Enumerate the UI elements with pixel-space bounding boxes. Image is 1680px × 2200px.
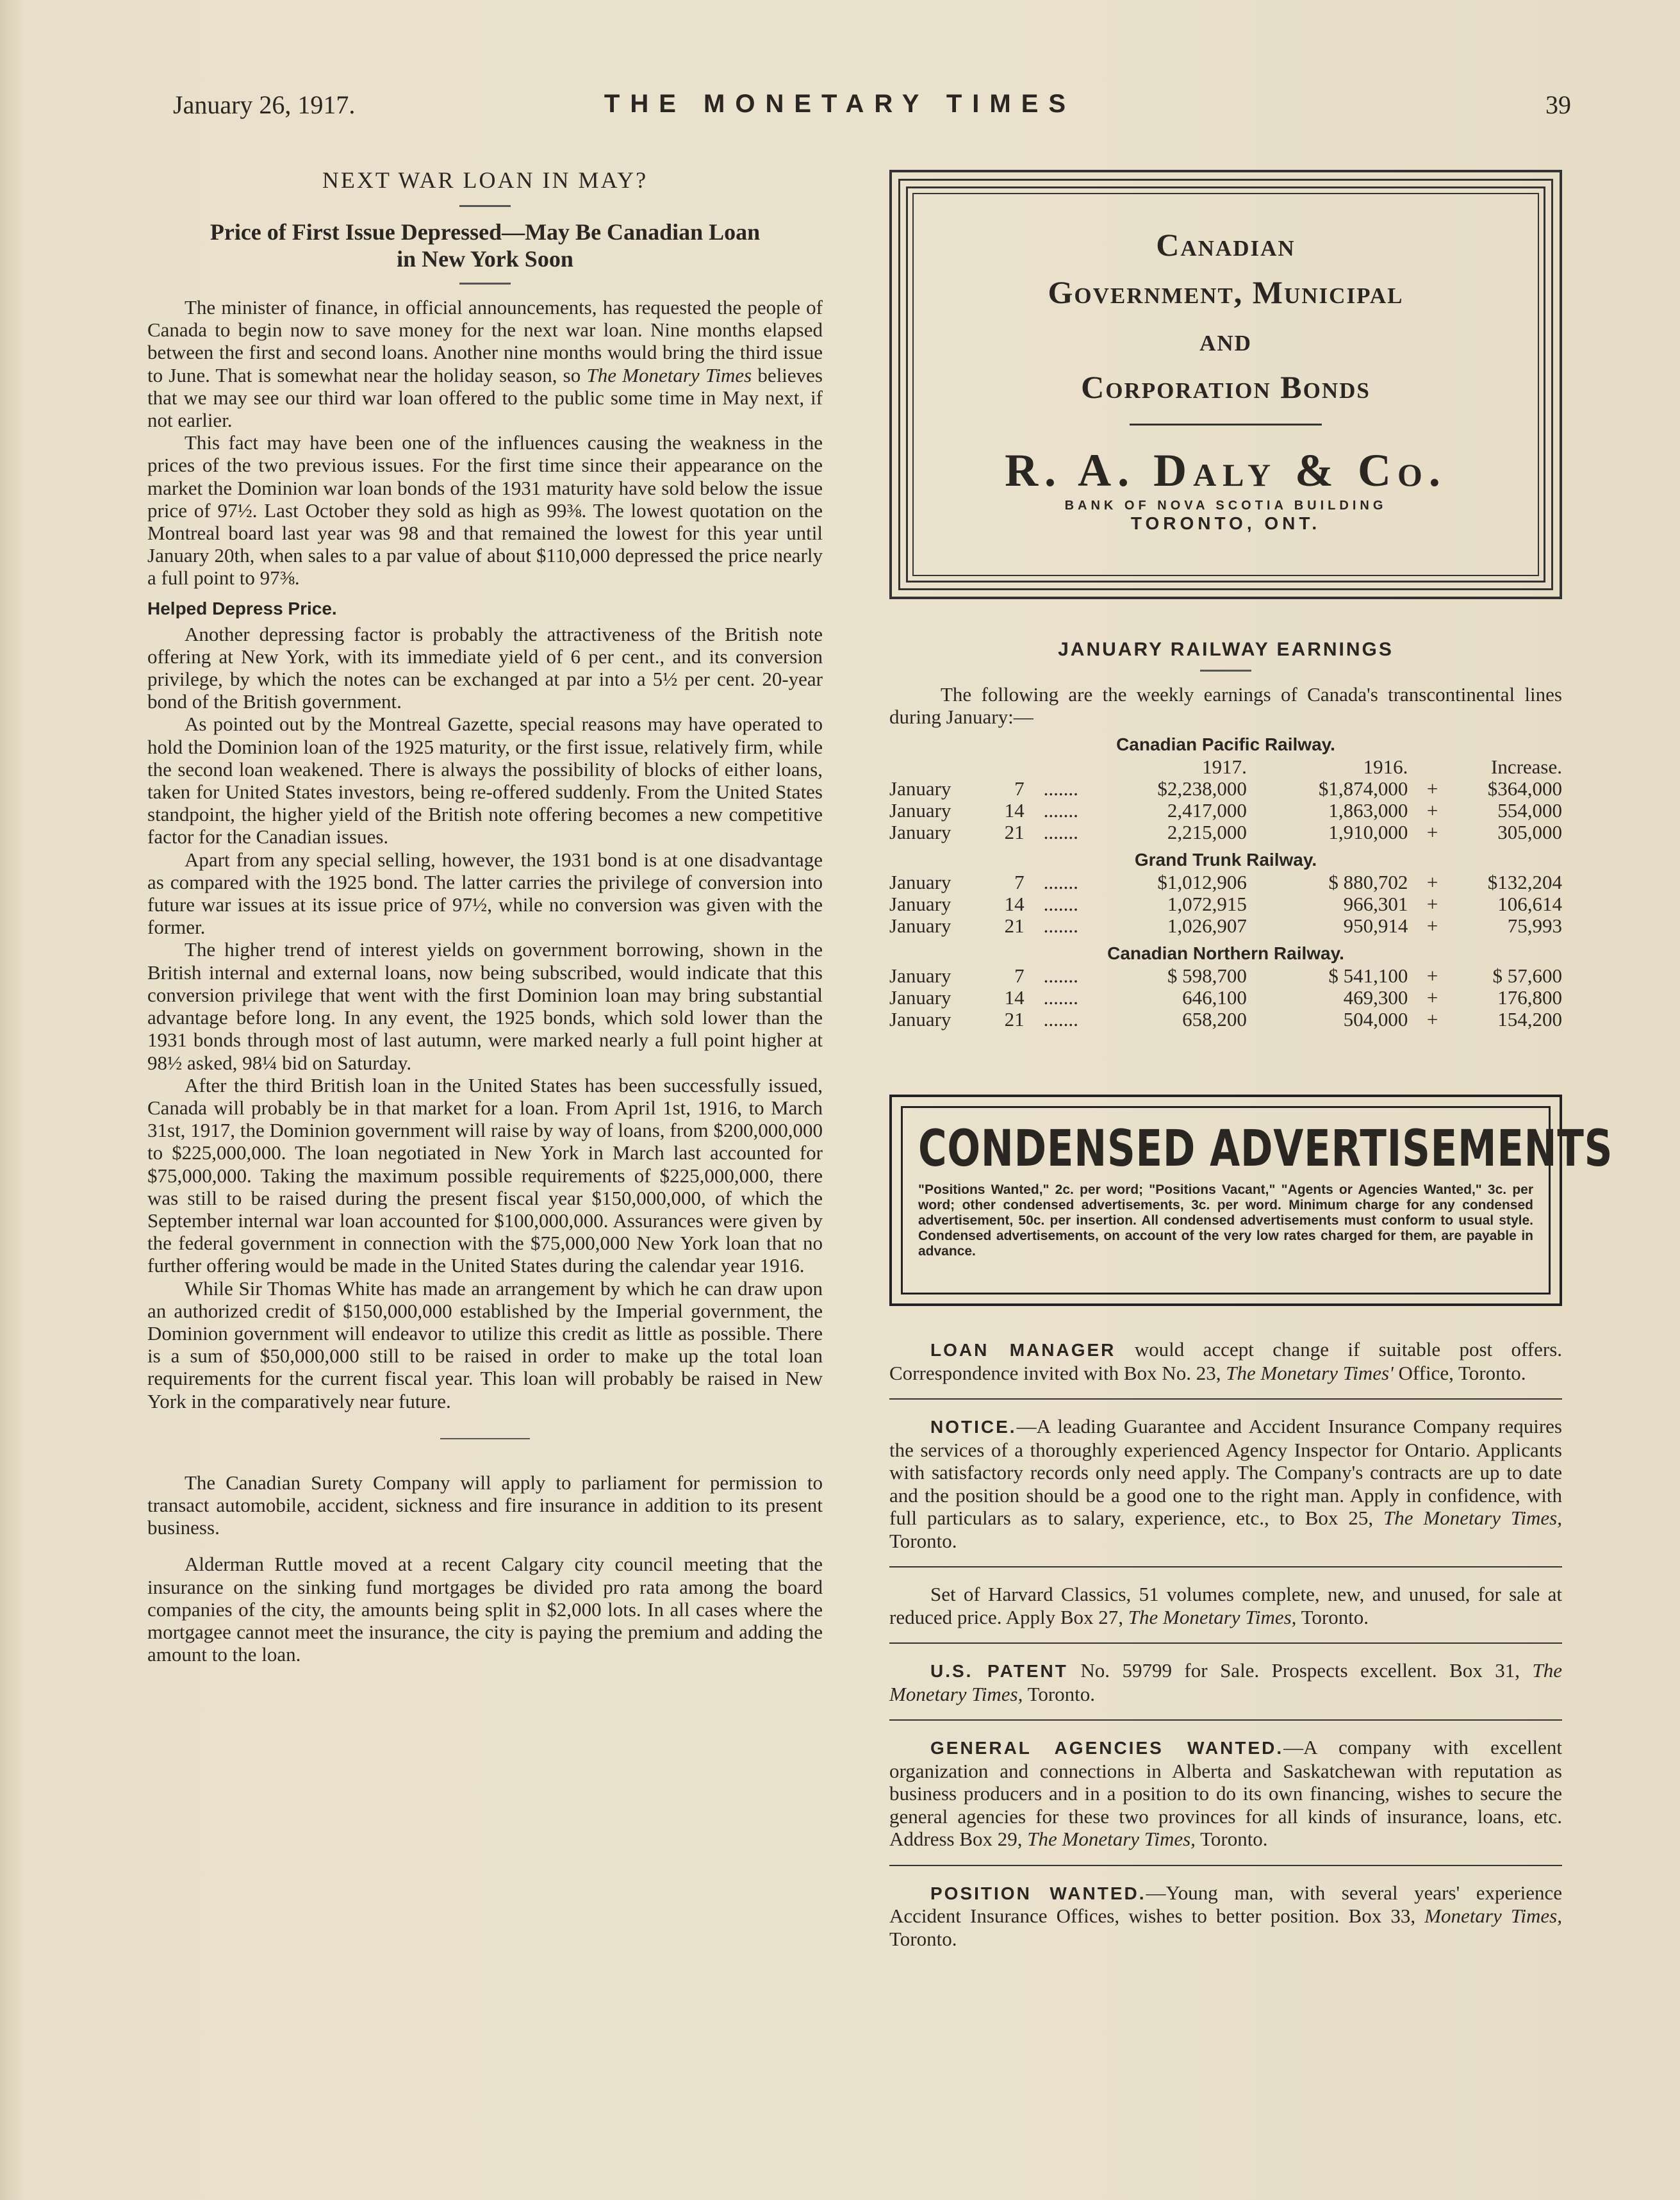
earnings-1916-cell: $1,874,000 <box>1318 777 1408 800</box>
article-paragraph: This fact may have been one of the influences causing the weakness in the prices of the two previous issues. For the first time since their appearance on the market the Dominion war loan bonds of the 1931 maturity have sold below the issue price of 97½. Last October they sold as high as 99⅜. The lowest quotation on the Montreal board last year was 98 and that remained the lowest for this year until January 20th, when sales to a par value of about $110,000 depressed the price nearly a full point to 97⅜. <box>147 431 823 590</box>
earnings-1916-cell: 1,910,000 <box>1328 821 1408 843</box>
table-row <box>889 872 1562 893</box>
classified-ads <box>889 1338 1562 1950</box>
leader-dots: ....... <box>1043 777 1078 800</box>
earnings-1916-cell: 469,300 <box>1343 986 1408 1009</box>
earnings-1917-cell: $1,012,906 <box>1157 871 1247 893</box>
column-header: 1916. <box>1363 756 1408 778</box>
earnings-1917-cell: 658,200 <box>1182 1008 1247 1030</box>
table-row <box>889 915 1562 937</box>
column-header: 1917. <box>1202 756 1247 778</box>
railway-earnings-table <box>889 965 1562 1030</box>
day-cell: 14 <box>1004 799 1025 822</box>
sign-cell: + <box>1426 964 1438 987</box>
condensed-advertisements-box <box>889 1095 1613 1306</box>
railway-earnings-table <box>889 756 1562 843</box>
table-row <box>889 822 1562 843</box>
divider <box>1130 424 1322 426</box>
classified-ad: Set of Harvard Classics, 51 volumes complete, new, and unused, for sale at reduced price. Apply Box 27, The Monetary Times, Toronto. <box>889 1583 1562 1628</box>
day-cell: 21 <box>1004 914 1025 937</box>
divider <box>889 1865 1562 1866</box>
increase-cell: $132,204 <box>1487 871 1562 893</box>
section-heading: Helped Depress Price. <box>147 598 337 618</box>
divider <box>459 205 511 207</box>
railway-company-heading: Canadian Pacific Railway. <box>1116 734 1335 754</box>
earnings-1917-cell: 646,100 <box>1182 986 1247 1009</box>
daly-bond-advertisement <box>889 170 1562 599</box>
classified-ad: LOAN MANAGER would accept change if suitable post offers. Correspondence invited with Box No. 23, The Monetary Times' Office, Toronto. <box>889 1338 1563 1384</box>
sign-cell: + <box>1426 914 1438 937</box>
railway-earnings-table <box>889 872 1562 937</box>
table-row <box>889 893 1562 915</box>
leader-dots: ....... <box>1043 893 1078 915</box>
divider <box>459 283 511 285</box>
right-column <box>889 170 1613 1950</box>
article-paragraph: Another depressing factor is probably the attractiveness of the British note offering at New York, with its immediate yield of 6 per cent., and its conversion privilege, by which the notes can be exchanged at par into a 5½ per cent. 20-year bond of the British government. <box>147 622 823 713</box>
article-paragraph: The higher trend of interest yields on government borrowing, shown in the British internal and external loans, now being subscribed, would indicate that this conversion privilege that went with the first Dominion loan may bring substantial advantage before long. In any event, the 1925 bonds, which sold lower than the 1931 bonds through most of last autumn, were marked nearly a full point higher at 98½ asked, 98¼ bid on Saturday. <box>147 938 823 1074</box>
firm-address: BANK OF NOVA SCOTIA BUILDING <box>1064 499 1387 513</box>
leader-dots: ....... <box>1043 799 1078 822</box>
ad-line: Canadian <box>1156 227 1296 263</box>
increase-cell: 154,200 <box>1497 1008 1562 1030</box>
ad-line: and <box>1199 322 1252 358</box>
article-paragraph: Apart from any special selling, however, the 1931 bond is at one disadvantage as compared with the 1925 bond. The latter carries the privilege of conversion into future war issues at its issue price of 97½, while no conversion was given with the former. <box>147 848 823 939</box>
ad-line: Corporation Bonds <box>1081 369 1371 405</box>
increase-cell: 75,993 <box>1507 914 1562 937</box>
classified-ad: POSITION WANTED.—Young man, with several years' experience Accident Insurance Offices, wishes to better position. Box 33, Monetary Times, Toronto. <box>889 1881 1562 1950</box>
railway-intro: The following are the weekly earnings of Canada's transcontinental lines during January:— <box>889 683 1562 728</box>
issue-date: January 26, 1917. <box>173 90 356 119</box>
divider <box>889 1642 1562 1644</box>
leader-dots: ....... <box>1043 871 1078 893</box>
earnings-1916-cell: $ 541,100 <box>1328 964 1408 987</box>
earnings-1916-cell: 504,000 <box>1343 1008 1408 1030</box>
earnings-1917-cell: $2,238,000 <box>1157 777 1247 800</box>
month-cell: January <box>889 893 951 915</box>
increase-cell: $364,000 <box>1487 777 1562 800</box>
divider <box>889 1566 1562 1567</box>
divider <box>889 1398 1562 1400</box>
leader-dots: ....... <box>1043 821 1078 843</box>
table-row <box>889 800 1562 822</box>
sign-cell: + <box>1426 893 1438 915</box>
railway-company-heading: Canadian Northern Railway. <box>1107 943 1344 963</box>
increase-cell: 305,000 <box>1497 821 1562 843</box>
sign-cell: + <box>1426 986 1438 1009</box>
column-header: Increase. <box>1491 756 1562 778</box>
condensed-title: CONDENSED ADVERTISEMENTS <box>918 1120 1613 1178</box>
earnings-1917-cell: 2,215,000 <box>1167 821 1247 843</box>
subtitle-line: Price of First Issue Depressed—May Be Canadian Loan <box>210 219 761 245</box>
day-cell: 21 <box>1004 821 1025 843</box>
leader-dots: ....... <box>1043 986 1078 1009</box>
brief-paragraph: Alderman Ruttle moved at a recent Calgary city council meeting that the insurance on the sinking fund mortgages be divided pro rata among the board companies of the city, the amounts being split in $2,000 lots. In all cases where the mortgagee cannot meet the insurance, the city is paying the premium and adding the amount to the loan. <box>147 1553 823 1666</box>
classified-ad: GENERAL AGENCIES WANTED.—A company with excellent organization and connections in Alberta and Saskatchewan with reputation as business producers and in a position to do its own financing, wishes to secure the general agencies for these two provinces for all kinds of insurance, loans, etc. Address Box 29, The Monetary Times, Toronto. <box>889 1736 1562 1850</box>
table-header-row <box>889 756 1562 778</box>
sign-cell: + <box>1426 777 1438 800</box>
month-cell: January <box>889 914 951 937</box>
day-cell: 7 <box>1014 777 1025 800</box>
month-cell: January <box>889 799 951 822</box>
increase-cell: 106,614 <box>1497 893 1562 915</box>
day-cell: 7 <box>1014 871 1025 893</box>
classified-ad: NOTICE.—A leading Guarantee and Accident Insurance Company requires the services of a thoroughly experienced Agency Inspector for Ontario. Applicants with satisfactory records only need apply. The Company's contracts are up to date and the position should be a good one to the right man. Apply in confidence, with full particulars as to salary, experience, etc., to Box 25, The Monetary Times, Toronto. <box>889 1415 1562 1552</box>
increase-cell: 176,800 <box>1497 986 1562 1009</box>
railway-earnings-tables <box>889 733 1562 1030</box>
railway-title: JANUARY RAILWAY EARNINGS <box>1058 639 1394 660</box>
day-cell: 14 <box>1004 893 1025 915</box>
month-cell: January <box>889 777 951 800</box>
earnings-1916-cell: 1,863,000 <box>1328 799 1408 822</box>
article-paragraph: After the third British loan in the United States has been successfully issued, Canada will probably be in that market for a loan. From April 1st, 1916, to March 31st, 1917, the Dominion government will raise by way of loans, from $200,000,000 to $225,000,000. The loan negotiated in New York in March last accounted for $75,000,000. Taking the maximum possible requirements of $225,000,000, there was still to be raised during the present fiscal year $150,000,000, of which the September internal war loan accounted for $100,000,000. Assurances were given by the federal government in connection with the $75,000,000 New York loan that no further offering would be made in the United States during the calendar year 1916. <box>147 1073 823 1277</box>
earnings-1916-cell: 950,914 <box>1343 914 1408 937</box>
ad-line: Government, Municipal <box>1048 274 1404 310</box>
day-cell: 14 <box>1004 986 1025 1009</box>
earnings-1916-cell: $ 880,702 <box>1328 871 1408 893</box>
earnings-1917-cell: $ 598,700 <box>1167 964 1247 987</box>
earnings-1917-cell: 2,417,000 <box>1167 799 1247 822</box>
day-cell: 21 <box>1004 1008 1025 1030</box>
month-cell: January <box>889 964 951 987</box>
divider <box>889 1719 1562 1721</box>
month-cell: January <box>889 1008 951 1030</box>
increase-cell: 554,000 <box>1497 799 1562 822</box>
leader-dots: ....... <box>1043 914 1078 937</box>
page-number: 39 <box>1545 90 1571 119</box>
month-cell: January <box>889 821 951 843</box>
article-paragraph: As pointed out by the Montreal Gazette, special reasons may have operated to hold the Dominion loan of the 1925 maturity, or the first issue, relatively firm, while the second loan weakened. There is always the possibility of blocks of either loans, taken for United States investors, being re-offered suddenly. From the United States standpoint, the higher yield of the British note offering becomes a new competitive factor for the Canadian issues. <box>147 713 823 848</box>
left-column <box>147 160 823 1666</box>
sign-cell: + <box>1426 821 1438 843</box>
table-row <box>889 965 1562 987</box>
month-cell: January <box>889 871 951 893</box>
sign-cell: + <box>1426 871 1438 893</box>
firm-city: TORONTO, ONT. <box>1130 513 1321 533</box>
classified-ad: U.S. PATENT No. 59799 for Sale. Prospects excellent. Box 31, The Monetary Times, Toronto. <box>889 1659 1563 1705</box>
sign-cell: + <box>1426 1008 1438 1030</box>
leader-dots: ....... <box>1043 964 1078 987</box>
article-title: NEXT WAR LOAN IN MAY? <box>322 167 648 193</box>
article-subtitle <box>147 219 823 272</box>
earnings-1917-cell: 1,072,915 <box>1167 893 1247 915</box>
article-paragraph: While Sir Thomas White has made an arrangement by which he can draw upon an authorized credit of $150,000,000 established by the Imperial government, the Dominion government will endeavor to utilize this credit as little as possible. There is a sum of $50,000,000 still to be raised in order to make up the total loan requirements for the current fiscal year. This loan will probably be raised in New York in the comparatively near future. <box>147 1277 823 1412</box>
month-cell: January <box>889 986 951 1009</box>
table-row <box>889 987 1562 1009</box>
divider <box>440 1438 530 1439</box>
day-cell: 7 <box>1014 964 1025 987</box>
earnings-1917-cell: 1,026,907 <box>1167 914 1247 937</box>
earnings-1916-cell: 966,301 <box>1343 893 1408 915</box>
increase-cell: $ 57,600 <box>1492 964 1562 987</box>
subtitle-line: in New York Soon <box>397 246 573 272</box>
table-row <box>889 778 1562 800</box>
leader-dots: ....... <box>1043 1008 1078 1030</box>
railway-company-heading: Grand Trunk Railway. <box>1134 850 1317 870</box>
firm-name: R. A. Daly & Co. <box>1005 445 1447 496</box>
brief-paragraph: The Canadian Surety Company will apply to parliament for permission to transact automobile, accident, sickness and fire insurance in addition to its present business. <box>147 1471 823 1539</box>
divider <box>1200 670 1251 672</box>
sign-cell: + <box>1426 799 1438 822</box>
table-row <box>889 1009 1562 1030</box>
masthead-title: THE MONETARY TIMES <box>604 90 1076 118</box>
article-paragraph: The minister of finance, in official announcements, has requested the people of Canada to begin now to save money for the next war loan. Nine months elapsed between the first and second loans. Another nine months would bring the third issue to June. That is somewhat near the holiday season, so The Monetary Times believes that we may see our third war loan offered to the public some time in May next, if not earlier. <box>147 296 823 432</box>
condensed-rates: "Positions Wanted," 2c. per word; "Positions Vacant," "Agents or Agencies Wanted," 3c. per word; other condensed advertisements, 3c. per word. Minimum charge for any condensed advertisement, 50c. per insertion. All condensed advertisements must conform to usual style. Condensed advertisements, on account of the very low rates charged for them, are payable in advance. <box>918 1182 1533 1259</box>
